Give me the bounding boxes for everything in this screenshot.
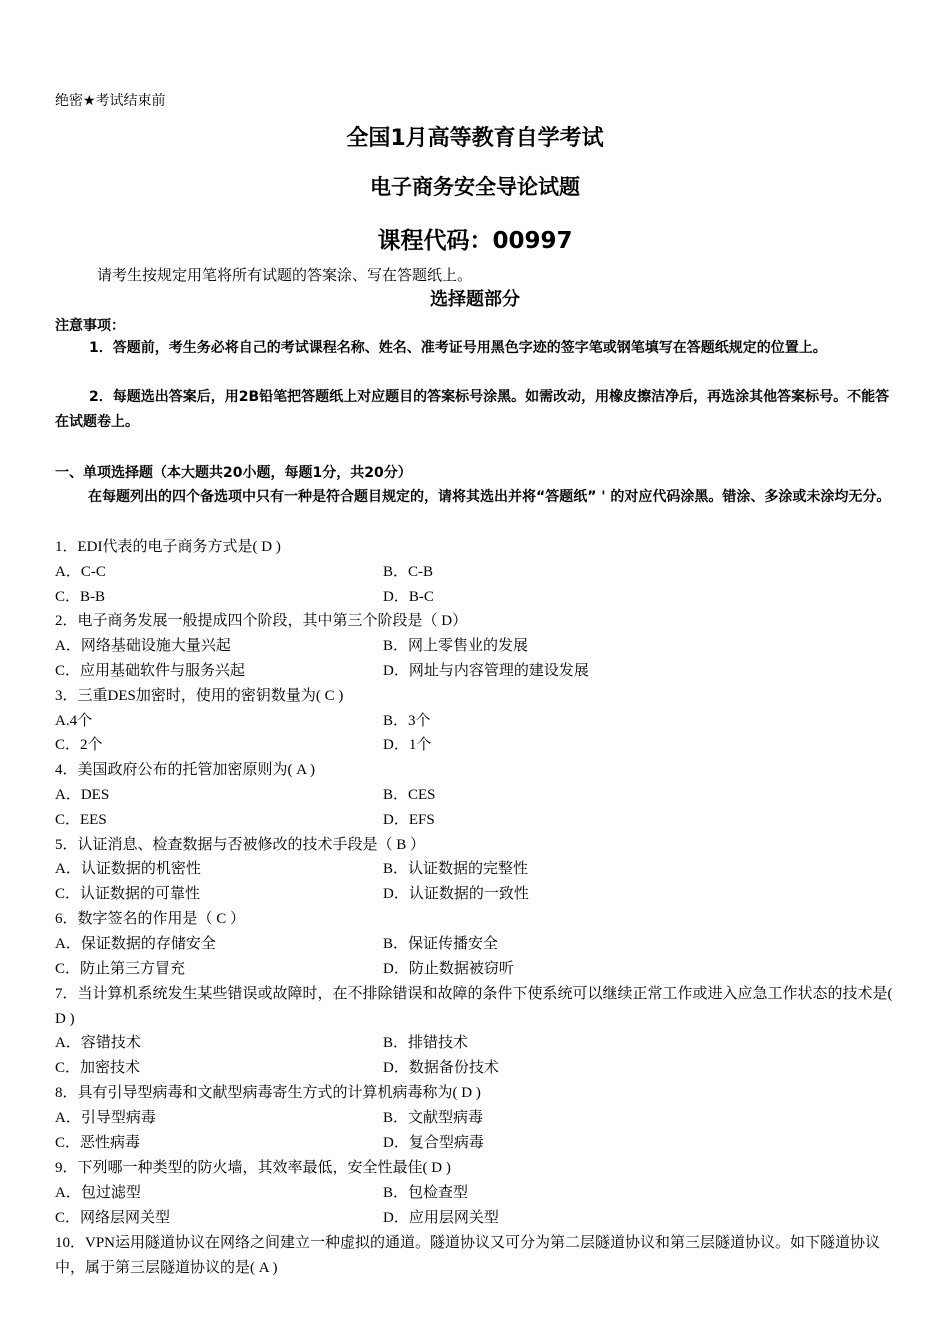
option-c: C．2个 — [55, 737, 103, 753]
section-heading: 一、单项选择题（本大题共20小题，每题1分，共20分） — [55, 465, 412, 481]
notice-heading: 注意事项： — [55, 318, 125, 334]
question-stem: 4．美国政府公布的托管加密原则为( A ) — [55, 762, 315, 778]
section-description: 在每题列出的四个备选项中只有一种是符合题目规定的，请将其选出并将“答题纸” ' 的对应代码涂黑。错涂、多涂或未涂均无分。 — [88, 489, 891, 505]
option-c: C．EES — [55, 812, 107, 828]
option-d: D．B-C — [383, 589, 434, 605]
option-c: C．恶性病毒 — [55, 1135, 141, 1151]
answer-instruction: 请考生按规定用笔将所有试题的答案涂、写在答题纸上。 — [97, 266, 473, 284]
question-stem: 10．VPN运用隧道协议在网络之间建立一种虚拟的通道。隧道协议又可分为第二层隧道协议和第三层隧道协议。如下隧道协议中，属于第三层隧道协议的是( A ) — [55, 1235, 881, 1276]
secret-mark: 绝密★考试结束前 — [55, 93, 166, 109]
option-a: A．DES — [55, 787, 110, 803]
option-b: B．排错技术 — [383, 1035, 469, 1051]
question-stem: 6．数字签名的作用是（ C ） — [55, 911, 246, 927]
course-code: 课程代码：00997 — [377, 228, 573, 254]
option-a: A．包过滤型 — [55, 1185, 141, 1201]
option-a: A．认证数据的机密性 — [55, 861, 201, 877]
option-b: B．C-B — [383, 564, 434, 580]
question-stem: 9．下列哪一种类型的防火墙，其效率最低，安全性最佳( D ) — [55, 1160, 451, 1176]
option-a: A.4个 — [55, 713, 93, 729]
option-c: C．B-B — [55, 589, 106, 605]
option-a: A．引导型病毒 — [55, 1110, 156, 1126]
option-c: C．认证数据的可靠性 — [55, 886, 201, 902]
option-c: C．应用基础软件与服务兴起 — [55, 663, 246, 679]
option-b: B．包检查型 — [383, 1185, 469, 1201]
option-c: C．防止第三方冒充 — [55, 961, 186, 977]
option-d: D．数据备份技术 — [383, 1060, 499, 1076]
question-stem: 1．EDI代表的电子商务方式是( D ) — [55, 539, 281, 555]
notice-item-1: 1．答题前，考生务必将自己的考试课程名称、姓名、准考证号用黑色字迹的签字笔或钢笔填写在答题纸规定的位置上。 — [89, 340, 827, 356]
question-stem: 3．三重DES加密时，使用的密钥数量为( C ) — [55, 688, 344, 704]
option-b: B．保证传播安全 — [383, 936, 499, 952]
exam-title: 全国1月高等教育自学考试 — [346, 126, 604, 151]
option-b: B．文献型病毒 — [383, 1110, 484, 1126]
option-d: D．复合型病毒 — [383, 1135, 484, 1151]
option-c: C．网络层网关型 — [55, 1210, 171, 1226]
question-stem: 5．认证消息、检查数据与否被修改的技术手段是（ B ） — [55, 837, 426, 853]
paper-title: 电子商务安全导论试题 — [370, 175, 580, 199]
option-d: D．EFS — [383, 812, 435, 828]
option-b: B．认证数据的完整性 — [383, 861, 529, 877]
question-stem: 8．具有引导型病毒和文献型病毒寄生方式的计算机病毒称为( D ) — [55, 1085, 481, 1101]
option-d: D．1个 — [383, 737, 432, 753]
option-b: B．网上零售业的发展 — [383, 638, 529, 654]
option-a: A．C-C — [55, 564, 106, 580]
option-d: D．应用层网关型 — [383, 1210, 499, 1226]
question-stem: 7．当计算机系统发生某些错误或故障时，在不排除错误和故障的条件下使系统可以继续正常工作或进入应急工作状态的技术是( D ) — [55, 986, 893, 1027]
question-stem: 2．电子商务发展一般提成四个阶段，其中第三个阶段是（ D） — [55, 613, 468, 629]
option-d: D．网址与内容管理的建设发展 — [383, 663, 589, 679]
option-b: B．3个 — [383, 713, 431, 729]
option-b: B．CES — [383, 787, 436, 803]
part-title: 选择题部分 — [430, 289, 520, 310]
option-a: A．网络基础设施大量兴起 — [55, 638, 231, 654]
option-d: D．防止数据被窃听 — [383, 961, 514, 977]
option-a: A．保证数据的存储安全 — [55, 936, 216, 952]
option-a: A．容错技术 — [55, 1035, 141, 1051]
option-c: C．加密技术 — [55, 1060, 141, 1076]
notice-item-2: 2．每题选出答案后，用2B铅笔把答题纸上对应题目的答案标号涂黑。如需改动，用橡皮擦洁净后，再选涂其他答案标号。不能答在试题卷上。 — [55, 389, 890, 430]
option-d: D．认证数据的一致性 — [383, 886, 529, 902]
